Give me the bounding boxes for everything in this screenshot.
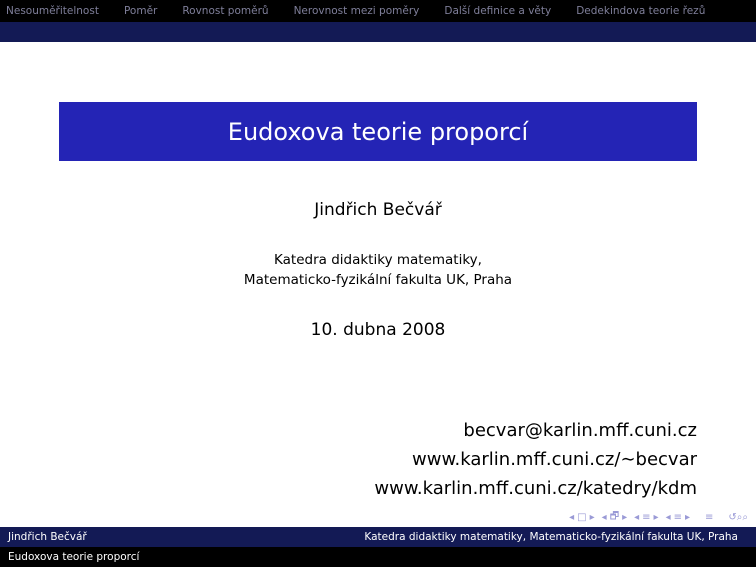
institute-line-2: Matematicko-fyzikální fakulta UK, Praha: [243, 272, 513, 288]
section-icon[interactable]: ≡: [642, 512, 651, 523]
nav-section-rovnost-pomeru[interactable]: Rovnost poměrů: [182, 5, 269, 17]
document-next-icon[interactable]: ▸: [684, 512, 691, 523]
presentation-date: 10. dubna 2008: [310, 320, 446, 340]
section-prev-icon[interactable]: ◂: [634, 512, 640, 523]
nav-section-nerovnost[interactable]: Nerovnost mezi poměry: [293, 5, 420, 17]
section-navigation-bar: [0, 0, 756, 22]
contact-department-page[interactable]: www.karlin.mff.cuni.cz/katedry/kdm: [374, 478, 697, 499]
frame-prev-icon[interactable]: ◂: [569, 512, 575, 523]
institute-line-1: Katedra didaktiky matematiky,: [274, 252, 482, 268]
search-back-icon[interactable]: ↺⌕⌕: [728, 512, 748, 523]
nav-section-pomer[interactable]: Poměr: [123, 5, 158, 17]
beamer-navigation-symbols: [569, 509, 748, 526]
subsection-prev-icon[interactable]: ◂: [601, 512, 607, 523]
nav-section-dedekind[interactable]: Dedekindova teorie řezů: [576, 5, 706, 17]
subsection-icon[interactable]: 🗗: [609, 511, 620, 522]
slide-title-box: [59, 102, 697, 161]
slide-title: Eudoxova teorie proporcí: [227, 117, 529, 146]
footer-institute: Katedra didaktiky matematiky, Matematicko-fyzikální fakulta UK, Praha: [364, 531, 738, 543]
footer-author: Jindřich Bečvář: [8, 531, 87, 543]
footer-band: [0, 527, 756, 547]
contacts-block: [374, 416, 697, 503]
contact-homepage[interactable]: www.karlin.mff.cuni.cz/∼becvar: [412, 449, 697, 470]
contact-email[interactable]: becvar@karlin.mff.cuni.cz: [463, 420, 697, 441]
frame-next-icon[interactable]: ▸: [589, 512, 595, 523]
nav-section-dalsi-definice[interactable]: Další definice a věty: [444, 5, 552, 17]
document-prev-icon[interactable]: ◂: [665, 512, 671, 523]
section-next-icon[interactable]: ▸: [653, 512, 659, 523]
footer-title-band: [0, 547, 756, 567]
align-icon[interactable]: ≡: [705, 512, 714, 523]
footer-title: Eudoxova teorie proporcí: [8, 551, 140, 563]
author-name: Jindřich Bečvář: [314, 200, 442, 220]
nav-section-nesoumeritelnost[interactable]: Nesouměřitelnost: [6, 5, 99, 17]
frame-icon[interactable]: □: [577, 512, 587, 523]
institute-block: [0, 250, 756, 290]
document-icon[interactable]: ≡: [673, 512, 682, 523]
header-band: [0, 22, 756, 42]
subsection-next-icon[interactable]: ▸: [622, 512, 628, 523]
